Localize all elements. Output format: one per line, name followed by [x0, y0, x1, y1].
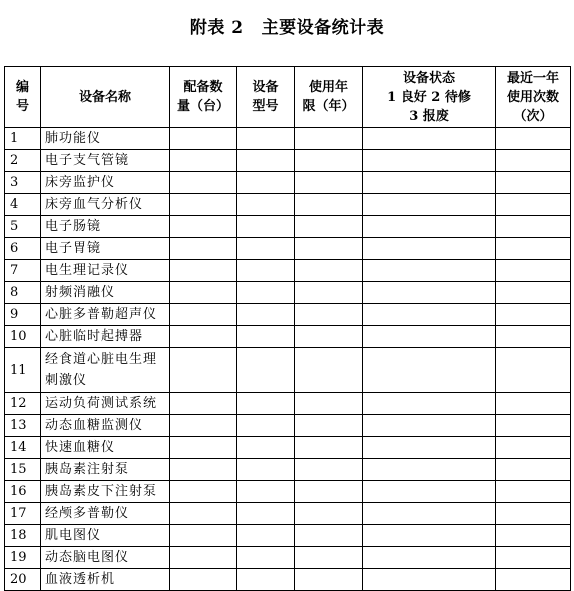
row-equipment-name: 心脏临时起搏器	[41, 326, 170, 348]
row-equipment-name: 射频消融仪	[41, 282, 170, 304]
quantity-cell[interactable]	[170, 393, 237, 415]
table-row	[5, 260, 571, 282]
years-cell[interactable]	[295, 547, 363, 569]
years-cell[interactable]	[295, 216, 363, 238]
row-equipment-name: 床旁监护仪	[41, 172, 170, 194]
model-cell[interactable]	[237, 172, 295, 194]
recent-usage-cell[interactable]	[496, 415, 571, 437]
quantity-cell[interactable]	[170, 459, 237, 481]
status-cell[interactable]	[363, 569, 496, 591]
quantity-cell[interactable]	[170, 481, 237, 503]
table-row	[5, 238, 571, 260]
row-index: 11	[5, 348, 41, 393]
row-equipment-name: 胰岛素注射泵	[41, 459, 170, 481]
model-cell[interactable]	[237, 437, 295, 459]
years-cell[interactable]	[295, 238, 363, 260]
row-index: 8	[5, 282, 41, 304]
years-cell[interactable]	[295, 459, 363, 481]
table-row	[5, 150, 571, 172]
years-cell[interactable]	[295, 172, 363, 194]
table-row	[5, 415, 571, 437]
row-equipment-name: 床旁血气分析仪	[41, 194, 170, 216]
model-cell[interactable]	[237, 282, 295, 304]
recent-usage-cell[interactable]	[496, 128, 571, 150]
model-cell[interactable]	[237, 150, 295, 172]
years-cell[interactable]	[295, 415, 363, 437]
years-cell[interactable]	[295, 326, 363, 348]
header-name: 设备名称	[41, 67, 170, 128]
row-index: 5	[5, 216, 41, 238]
row-index: 7	[5, 260, 41, 282]
table-row	[5, 437, 571, 459]
years-cell[interactable]	[295, 128, 363, 150]
model-cell[interactable]	[237, 569, 295, 591]
quantity-cell[interactable]	[170, 216, 237, 238]
row-index: 2	[5, 150, 41, 172]
row-index: 3	[5, 172, 41, 194]
status-cell[interactable]	[363, 282, 496, 304]
status-cell[interactable]	[363, 172, 496, 194]
years-cell[interactable]	[295, 481, 363, 503]
years-cell[interactable]	[295, 393, 363, 415]
quantity-cell[interactable]	[170, 547, 237, 569]
status-cell[interactable]	[363, 238, 496, 260]
quantity-cell[interactable]	[170, 326, 237, 348]
quantity-cell[interactable]	[170, 415, 237, 437]
row-index: 13	[5, 415, 41, 437]
table-row	[5, 569, 571, 591]
table-row	[5, 282, 571, 304]
row-index: 12	[5, 393, 41, 415]
header-recent-usage: 最近一年 使用次数 （次）	[496, 67, 571, 128]
row-equipment-name: 血液透析机	[41, 569, 170, 591]
table-number: 附表 2	[189, 18, 244, 38]
years-cell[interactable]	[295, 304, 363, 326]
model-cell[interactable]	[237, 459, 295, 481]
years-cell[interactable]	[295, 348, 363, 393]
recent-usage-cell[interactable]	[496, 393, 571, 415]
status-cell[interactable]	[363, 503, 496, 525]
model-cell[interactable]	[237, 326, 295, 348]
recent-usage-cell[interactable]	[496, 459, 571, 481]
model-cell[interactable]	[237, 194, 295, 216]
table-row	[5, 348, 571, 393]
recent-usage-cell[interactable]	[496, 304, 571, 326]
status-cell[interactable]	[363, 393, 496, 415]
recent-usage-cell[interactable]	[496, 172, 571, 194]
model-cell[interactable]	[237, 128, 295, 150]
recent-usage-cell[interactable]	[496, 260, 571, 282]
recent-usage-cell[interactable]	[496, 150, 571, 172]
recent-usage-cell[interactable]	[496, 216, 571, 238]
years-cell[interactable]	[295, 569, 363, 591]
model-cell[interactable]	[237, 348, 295, 393]
table-row	[5, 216, 571, 238]
table-row	[5, 393, 571, 415]
table-row	[5, 304, 571, 326]
table-row	[5, 128, 571, 150]
model-cell[interactable]	[237, 481, 295, 503]
row-equipment-name: 动态血糖监测仪	[41, 415, 170, 437]
row-equipment-name: 经颅多普勒仪	[41, 503, 170, 525]
header-years: 使用年 限（年）	[295, 67, 363, 128]
years-cell[interactable]	[295, 260, 363, 282]
status-cell[interactable]	[363, 525, 496, 547]
status-cell[interactable]	[363, 326, 496, 348]
model-cell[interactable]	[237, 547, 295, 569]
row-index: 9	[5, 304, 41, 326]
quantity-cell[interactable]	[170, 150, 237, 172]
recent-usage-cell[interactable]	[496, 437, 571, 459]
quantity-cell[interactable]	[170, 128, 237, 150]
recent-usage-cell[interactable]	[496, 569, 571, 591]
table-title-text: 主要设备统计表	[261, 18, 385, 38]
row-equipment-name: 心脏多普勒超声仪	[41, 304, 170, 326]
status-cell[interactable]	[363, 216, 496, 238]
status-cell[interactable]	[363, 437, 496, 459]
quantity-cell[interactable]	[170, 172, 237, 194]
row-index: 10	[5, 326, 41, 348]
quantity-cell[interactable]	[170, 437, 237, 459]
header-index: 编 号	[5, 67, 41, 128]
row-equipment-name: 肺功能仪	[41, 128, 170, 150]
header-model: 设备 型号	[237, 67, 295, 128]
row-index: 19	[5, 547, 41, 569]
row-equipment-name: 电子肠镜	[41, 216, 170, 238]
model-cell[interactable]	[237, 525, 295, 547]
status-cell[interactable]	[363, 481, 496, 503]
recent-usage-cell[interactable]	[496, 547, 571, 569]
quantity-cell[interactable]	[170, 194, 237, 216]
row-index: 16	[5, 481, 41, 503]
quantity-cell[interactable]	[170, 503, 237, 525]
row-equipment-name: 经食道心脏电生理刺激仪	[41, 348, 170, 393]
row-equipment-name: 快速血糖仪	[41, 437, 170, 459]
quantity-cell[interactable]	[170, 282, 237, 304]
row-equipment-name: 电生理记录仪	[41, 260, 170, 282]
status-cell[interactable]	[363, 415, 496, 437]
quantity-cell[interactable]	[170, 525, 237, 547]
model-cell[interactable]	[237, 238, 295, 260]
recent-usage-cell[interactable]	[496, 238, 571, 260]
header-status: 设备状态 1 良好 2 待修 3 报废	[363, 67, 496, 128]
recent-usage-cell[interactable]	[496, 348, 571, 393]
status-cell[interactable]	[363, 150, 496, 172]
years-cell[interactable]	[295, 150, 363, 172]
years-cell[interactable]	[295, 194, 363, 216]
row-index: 4	[5, 194, 41, 216]
status-cell[interactable]	[363, 194, 496, 216]
table-body	[5, 128, 571, 591]
table-row	[5, 525, 571, 547]
years-cell[interactable]	[295, 503, 363, 525]
quantity-cell[interactable]	[170, 569, 237, 591]
table-row	[5, 194, 571, 216]
row-index: 20	[5, 569, 41, 591]
quantity-cell[interactable]	[170, 238, 237, 260]
years-cell[interactable]	[295, 437, 363, 459]
status-cell[interactable]	[363, 547, 496, 569]
model-cell[interactable]	[237, 260, 295, 282]
row-index: 1	[5, 128, 41, 150]
recent-usage-cell[interactable]	[496, 525, 571, 547]
row-index: 14	[5, 437, 41, 459]
header-quantity: 配备数 量（台）	[170, 67, 237, 128]
row-equipment-name: 动态脑电图仪	[41, 547, 170, 569]
quantity-cell[interactable]	[170, 260, 237, 282]
recent-usage-cell[interactable]	[496, 282, 571, 304]
status-cell[interactable]	[363, 128, 496, 150]
years-cell[interactable]	[295, 282, 363, 304]
row-index: 18	[5, 525, 41, 547]
row-equipment-name: 运动负荷测试系统	[41, 393, 170, 415]
recent-usage-cell[interactable]	[496, 326, 571, 348]
row-equipment-name: 电子支气管镜	[41, 150, 170, 172]
status-cell[interactable]	[363, 260, 496, 282]
table-title	[0, 13, 574, 38]
recent-usage-cell[interactable]	[496, 481, 571, 503]
equipment-table	[4, 66, 571, 591]
recent-usage-cell[interactable]	[496, 194, 571, 216]
model-cell[interactable]	[237, 503, 295, 525]
row-index: 6	[5, 238, 41, 260]
model-cell[interactable]	[237, 304, 295, 326]
table-row	[5, 481, 571, 503]
row-index: 15	[5, 459, 41, 481]
recent-usage-cell[interactable]	[496, 503, 571, 525]
table-row	[5, 326, 571, 348]
status-cell[interactable]	[363, 459, 496, 481]
status-cell[interactable]	[363, 304, 496, 326]
model-cell[interactable]	[237, 393, 295, 415]
status-cell[interactable]	[363, 348, 496, 393]
quantity-cell[interactable]	[170, 348, 237, 393]
quantity-cell[interactable]	[170, 304, 237, 326]
row-equipment-name: 胰岛素皮下注射泵	[41, 481, 170, 503]
row-index: 17	[5, 503, 41, 525]
table-row	[5, 459, 571, 481]
row-equipment-name: 肌电图仪	[41, 525, 170, 547]
model-cell[interactable]	[237, 415, 295, 437]
table-row	[5, 503, 571, 525]
header-row	[5, 67, 571, 128]
years-cell[interactable]	[295, 525, 363, 547]
table-row	[5, 547, 571, 569]
model-cell[interactable]	[237, 216, 295, 238]
table-row	[5, 172, 571, 194]
row-equipment-name: 电子胃镜	[41, 238, 170, 260]
